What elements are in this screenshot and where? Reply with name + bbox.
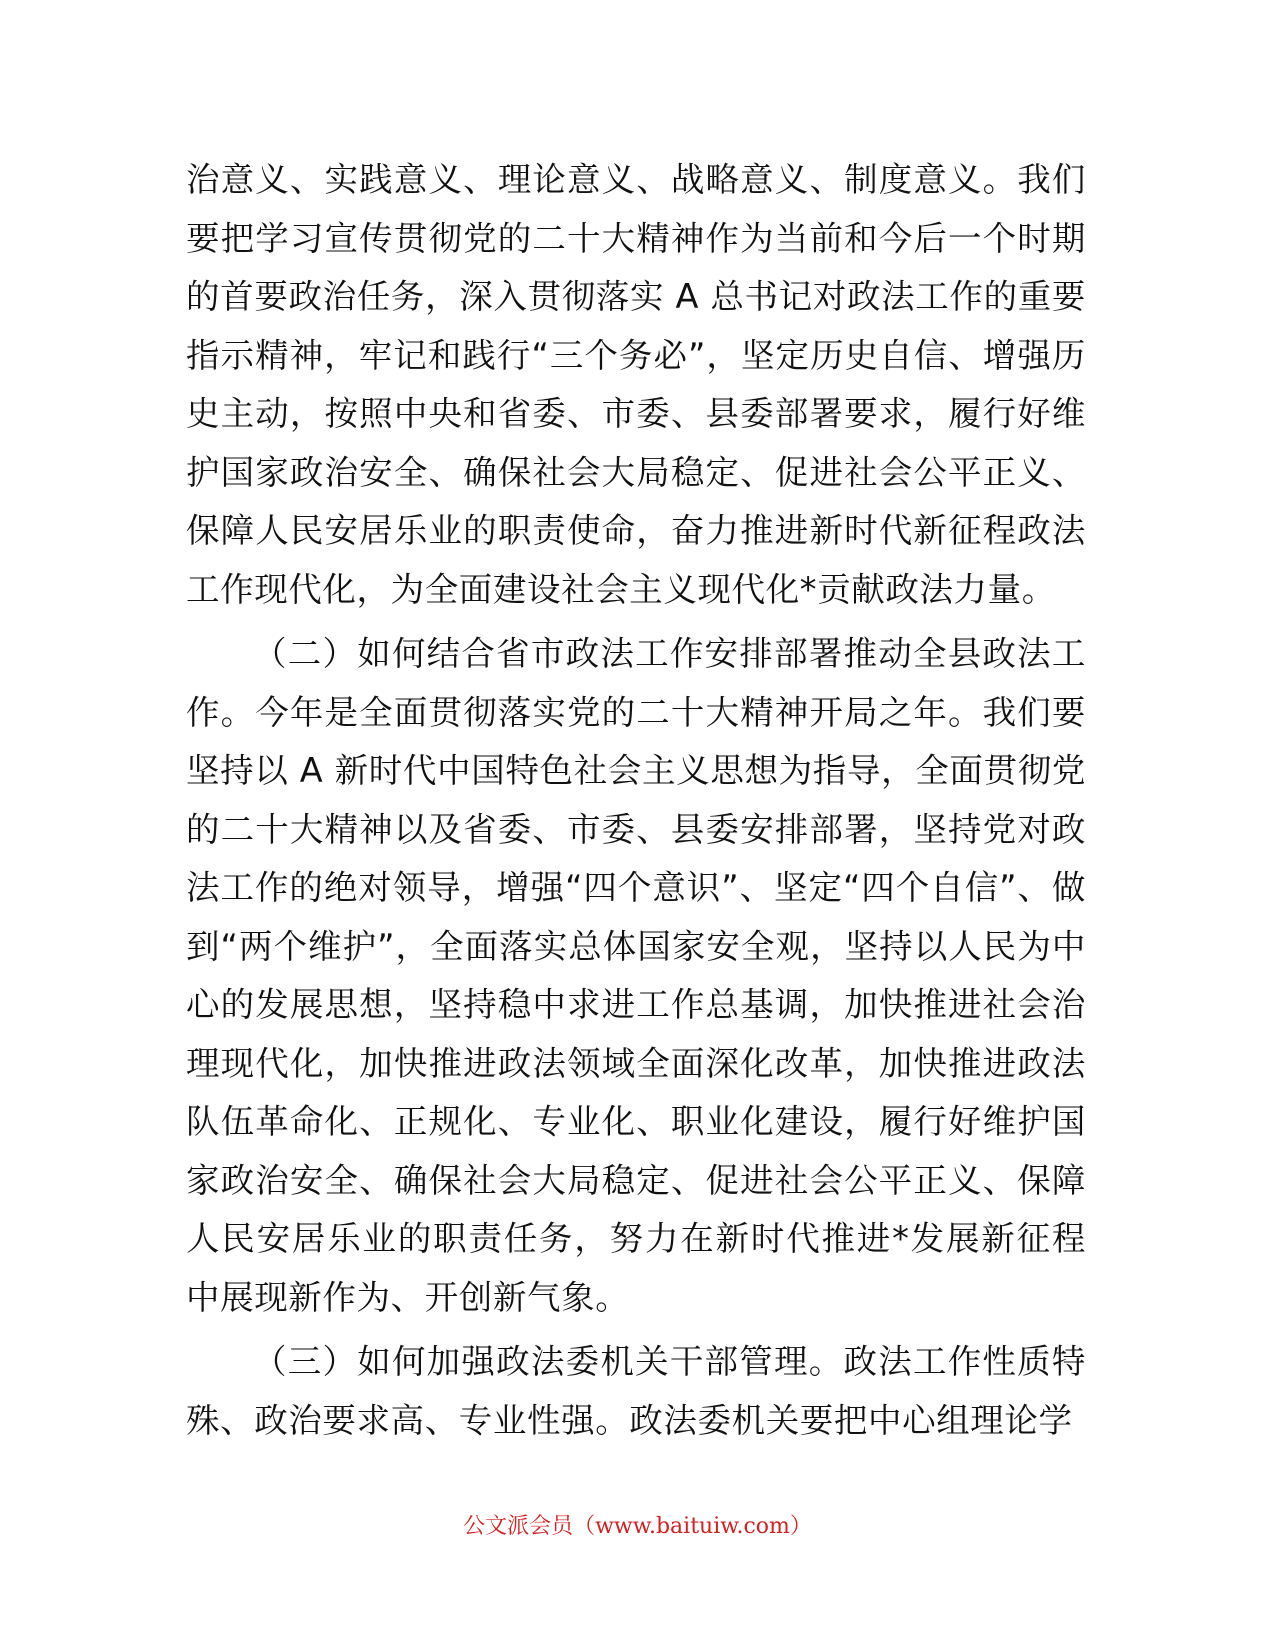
paragraph-section-two: （二）如何结合省市政法工作安排部署推动全县政法工作。今年是全面贯彻落实党的二十大精神开局之年。我们要坚持以 A 新时代中国特色社会主义思想为指导，全面贯彻党的二十大精神以及省委、市委、县委安排部署，坚持党对政法工作的绝对领导，增强“四个意识”、坚定“四个自信”、做到“两个维护”，全面落实总体国家安全观，坚持以人民为中心的发展思想，坚持稳中求进工作总基调，加快推进社会治理现代化，加快推进政法领域全面深化改革，加快推进政法队伍革命化、正规化、专业化、职业化建设，履行好维护国家政治安全、确保社会大局稳定、促进社会公平正义、保障人民安居乐业的职责任务，努力在新时代推进*发展新征程中展现新作为、开创新气象。 (186, 634, 1086, 1317)
paragraph-continuation: 治意义、实践意义、理论意义、战略意义、制度意义。我们要把学习宣传贯彻党的二十大精神作为当前和今后一个时期的首要政治任务，深入贯彻落实 A 总书记对政法工作的重要指示精神，牢记和践行“三个务必”，坚定历史自信、增强历史主动，按照中央和省委、市委、县委部署要求，履行好维护国家政治安全、确保社会大局稳定、促进社会公平正义、保障人民安居乐业的职责使命，奋力推进新时代新征程政法工作现代化，为全面建设社会主义现代化*贡献政法力量。 (186, 160, 1086, 609)
document-body (186, 151, 1086, 1450)
paragraph-section-three: （三）如何加强政法委机关干部管理。政法工作性质特殊、政治要求高、专业性强。政法委机关要把中心组理论学 (186, 1342, 1086, 1440)
footer-watermark: 公文派会员（www.baituiw.com） (463, 1514, 812, 1539)
